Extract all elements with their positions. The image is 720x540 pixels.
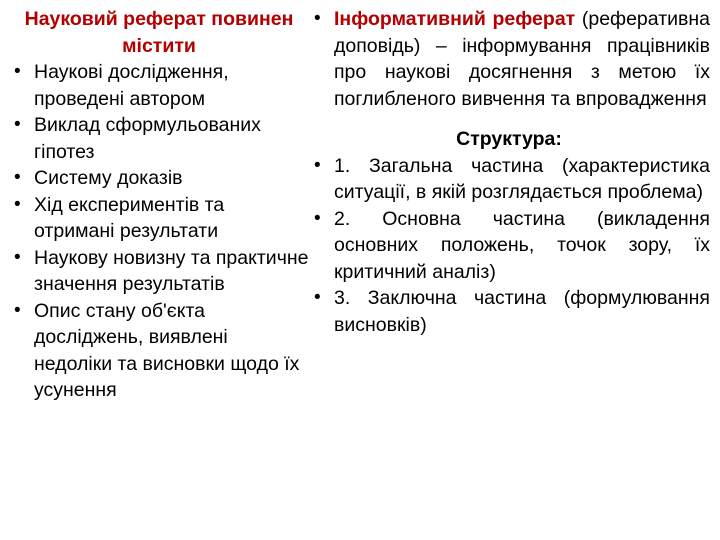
- list-item: • Наукову новизну та практичне значення результатів: [8, 245, 310, 298]
- list-item: • Опис стану об'єкта досліджень, виявлені недоліки та висновки щодо їх усунення: [8, 298, 310, 404]
- informative-abstract-item: [308, 6, 710, 112]
- list-item: • Наукові дослідження, проведені автором: [8, 59, 310, 112]
- right-column: [308, 6, 710, 338]
- structure-item: • 2. Основна частина (викладення основних положень, точок зору, їх критичний аналіз): [308, 206, 710, 286]
- list-item: • Систему доказів: [8, 165, 310, 192]
- structure-item: • 1. Загальна частина (характеристика ситуації, в якій розглядається проблема): [308, 153, 710, 206]
- structure-item: • 3. Заключна частина (формулювання висновків): [308, 285, 710, 338]
- left-list: [8, 59, 310, 404]
- structure-list: [308, 153, 710, 339]
- right-head-list: [308, 6, 710, 112]
- left-column: [8, 6, 310, 404]
- list-item: • Хід експериментів та отримані результати: [8, 192, 310, 245]
- informative-abstract-description: (реферативна доповідь) – інформування працівників про наукові досягнення з метою їх поглибленого вивчення та впровадження: [334, 8, 710, 110]
- list-item: • Виклад сформульованих гіпотез: [8, 112, 310, 165]
- left-title: Науковий реферат повинен містити: [24, 8, 294, 57]
- informative-abstract-title: Інформативний реферат: [334, 8, 576, 30]
- structure-heading: Структура:: [456, 128, 562, 150]
